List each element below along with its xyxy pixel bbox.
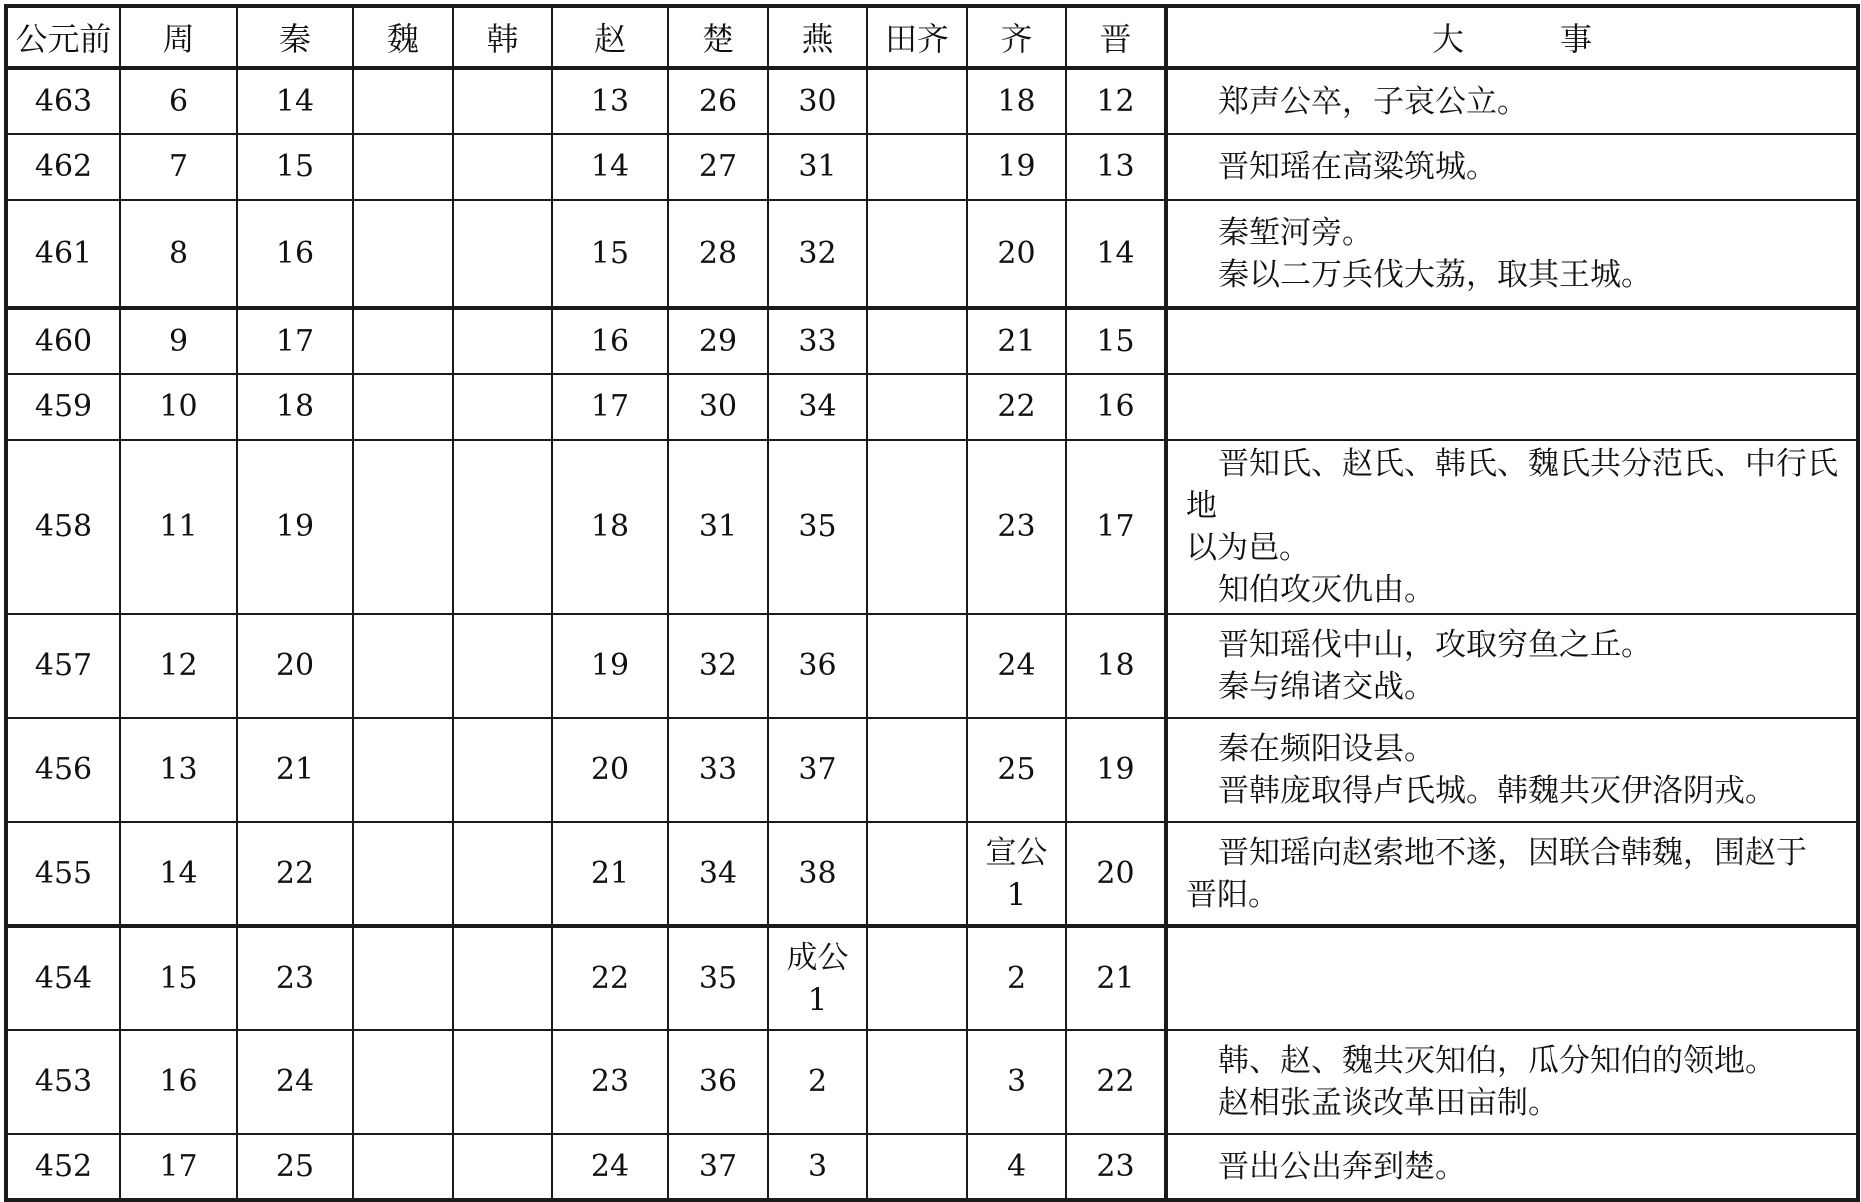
cell-yan: 35 bbox=[768, 440, 867, 614]
cell-zhao: 15 bbox=[552, 200, 668, 308]
event-line: 晋出公出奔到楚。 bbox=[1218, 1148, 1466, 1185]
table-row bbox=[6, 200, 1858, 308]
cell-yan: 36 bbox=[768, 614, 867, 718]
cell-zhao: 16 bbox=[552, 308, 668, 374]
cell-events bbox=[1166, 308, 1858, 374]
cell-qin: 24 bbox=[237, 1030, 353, 1134]
cell-han bbox=[453, 440, 552, 614]
cell-zhao: 23 bbox=[552, 1030, 668, 1134]
header-events: 大 事 bbox=[1166, 6, 1858, 68]
cell-zhou: 15 bbox=[120, 926, 237, 1030]
cell-events bbox=[1166, 822, 1858, 926]
table-body bbox=[6, 68, 1858, 1200]
cell-events bbox=[1166, 1134, 1858, 1200]
table-row bbox=[6, 1030, 1858, 1134]
event-line: 以为邑。 bbox=[1186, 530, 1310, 566]
cell-chu: 32 bbox=[668, 614, 768, 718]
cell-chu: 29 bbox=[668, 308, 768, 374]
cell-zhao: 19 bbox=[552, 614, 668, 718]
cell-yan: 31 bbox=[768, 134, 867, 200]
cell-year: 452 bbox=[6, 1134, 120, 1200]
cell-wei bbox=[353, 134, 453, 200]
event-line: 郑声公卒，子哀公立。 bbox=[1218, 83, 1528, 120]
cell-wei bbox=[353, 1134, 453, 1200]
cell-yan: 33 bbox=[768, 308, 867, 374]
cell-qin: 17 bbox=[237, 308, 353, 374]
table-row bbox=[6, 614, 1858, 718]
cell-yan: 30 bbox=[768, 68, 867, 134]
header-zhao: 赵 bbox=[552, 6, 668, 68]
cell-wei bbox=[353, 1030, 453, 1134]
cell-events bbox=[1166, 614, 1858, 718]
cell-zhou: 7 bbox=[120, 134, 237, 200]
table-row bbox=[6, 1134, 1858, 1200]
cell-jin: 17 bbox=[1066, 440, 1166, 614]
cell-jin: 22 bbox=[1066, 1030, 1166, 1134]
cell-han bbox=[453, 134, 552, 200]
header-year: 公元前 bbox=[6, 6, 120, 68]
cell-qin: 14 bbox=[237, 68, 353, 134]
cell-chu: 31 bbox=[668, 440, 768, 614]
header-tianqi: 田齐 bbox=[867, 6, 967, 68]
cell-year: 457 bbox=[6, 614, 120, 718]
table-row bbox=[6, 374, 1858, 440]
event-line: 赵相张孟谈改革田亩制。 bbox=[1218, 1085, 1559, 1121]
cell-year: 455 bbox=[6, 822, 120, 926]
cell-zhao: 14 bbox=[552, 134, 668, 200]
cell-zhou: 17 bbox=[120, 1134, 237, 1200]
event-line: 秦在频阳设县。 bbox=[1218, 731, 1435, 767]
header-chu: 楚 bbox=[668, 6, 768, 68]
cell-qin: 23 bbox=[237, 926, 353, 1030]
cell-qin: 22 bbox=[237, 822, 353, 926]
event-line: 秦与绵诸交战。 bbox=[1218, 669, 1435, 705]
event-line: 韩、赵、魏共灭知伯，瓜分知伯的领地。 bbox=[1218, 1043, 1776, 1079]
cell-tianqi bbox=[867, 1134, 967, 1200]
cell-qin: 15 bbox=[237, 134, 353, 200]
cell-qi: 19 bbox=[967, 134, 1066, 200]
cell-han bbox=[453, 68, 552, 134]
table-row bbox=[6, 308, 1858, 374]
cell-events bbox=[1166, 440, 1858, 614]
cell-qi: 22 bbox=[967, 374, 1066, 440]
cell-zhao: 18 bbox=[552, 440, 668, 614]
cell-year: 461 bbox=[6, 200, 120, 308]
cell-zhou: 14 bbox=[120, 822, 237, 926]
cell-tianqi bbox=[867, 200, 967, 308]
cell-qin: 21 bbox=[237, 718, 353, 822]
cell-events bbox=[1166, 1030, 1858, 1134]
header-yan: 燕 bbox=[768, 6, 867, 68]
cell-tianqi bbox=[867, 68, 967, 134]
cell-year: 456 bbox=[6, 718, 120, 822]
cell-qin: 18 bbox=[237, 374, 353, 440]
reign-name: 宣公 bbox=[985, 834, 1048, 871]
cell-tianqi bbox=[867, 308, 967, 374]
cell-zhou: 11 bbox=[120, 440, 237, 614]
cell-jin: 18 bbox=[1066, 614, 1166, 718]
cell-yan: 32 bbox=[768, 200, 867, 308]
cell-chu: 37 bbox=[668, 1134, 768, 1200]
header-row bbox=[6, 6, 1858, 68]
cell-han bbox=[453, 718, 552, 822]
cell-jin: 13 bbox=[1066, 134, 1166, 200]
cell-yan: 2 bbox=[768, 1030, 867, 1134]
cell-han bbox=[453, 1030, 552, 1134]
table-row bbox=[6, 926, 1858, 1030]
cell-chu: 28 bbox=[668, 200, 768, 308]
cell-year: 458 bbox=[6, 440, 120, 614]
cell-yan: 34 bbox=[768, 374, 867, 440]
cell-han bbox=[453, 614, 552, 718]
cell-jin: 12 bbox=[1066, 68, 1166, 134]
cell-chu: 35 bbox=[668, 926, 768, 1030]
cell-chu: 36 bbox=[668, 1030, 768, 1134]
event-line: 晋知瑶向赵索地不遂，因联合韩魏，围赵于 bbox=[1218, 834, 1807, 871]
cell-zhao: 17 bbox=[552, 374, 668, 440]
reign-year: 1 bbox=[807, 981, 828, 1018]
cell-qi: 3 bbox=[967, 1030, 1066, 1134]
cell-wei bbox=[353, 822, 453, 926]
cell-zhou: 10 bbox=[120, 374, 237, 440]
cell-zhao: 20 bbox=[552, 718, 668, 822]
cell-qi: 2 bbox=[967, 926, 1066, 1030]
cell-qi: 21 bbox=[967, 308, 1066, 374]
cell-han bbox=[453, 926, 552, 1030]
cell-wei bbox=[353, 718, 453, 822]
header-qin: 秦 bbox=[237, 6, 353, 68]
cell-year: 460 bbox=[6, 308, 120, 374]
cell-qin: 20 bbox=[237, 614, 353, 718]
cell-zhao: 22 bbox=[552, 926, 668, 1030]
event-line: 秦以二万兵伐大荔，取其王城。 bbox=[1218, 256, 1652, 293]
cell-yan: 37 bbox=[768, 718, 867, 822]
event-line: 晋知氏、赵氏、韩氏、魏氏共分范氏、中行氏地 bbox=[1186, 446, 1838, 524]
cell-qi: 4 bbox=[967, 1134, 1066, 1200]
event-line: 晋韩庞取得卢氏城。韩魏共灭伊洛阴戎。 bbox=[1218, 773, 1776, 809]
cell-tianqi bbox=[867, 1030, 967, 1134]
table-row bbox=[6, 440, 1858, 614]
table-row bbox=[6, 718, 1858, 822]
table-row bbox=[6, 134, 1858, 200]
cell-chu: 33 bbox=[668, 718, 768, 822]
header-qi: 齐 bbox=[967, 6, 1066, 68]
cell-wei bbox=[353, 308, 453, 374]
table-row bbox=[6, 822, 1858, 926]
cell-events bbox=[1166, 374, 1858, 440]
cell-qi: 18 bbox=[967, 68, 1066, 134]
cell-events bbox=[1166, 200, 1858, 308]
cell-zhao: 21 bbox=[552, 822, 668, 926]
reign-year: 1 bbox=[1006, 876, 1027, 913]
cell-year: 459 bbox=[6, 374, 120, 440]
cell-zhou: 16 bbox=[120, 1030, 237, 1134]
cell-year: 453 bbox=[6, 1030, 120, 1134]
cell-qin: 16 bbox=[237, 200, 353, 308]
cell-zhou: 13 bbox=[120, 718, 237, 822]
cell-qi: 25 bbox=[967, 718, 1066, 822]
cell-tianqi bbox=[867, 614, 967, 718]
cell-chu: 30 bbox=[668, 374, 768, 440]
cell-zhou: 9 bbox=[120, 308, 237, 374]
cell-han bbox=[453, 1134, 552, 1200]
cell-zhao: 24 bbox=[552, 1134, 668, 1200]
cell-events bbox=[1166, 134, 1858, 200]
cell-tianqi bbox=[867, 718, 967, 822]
cell-qi: 20 bbox=[967, 200, 1066, 308]
chronology-table bbox=[4, 4, 1860, 1202]
cell-events bbox=[1166, 68, 1858, 134]
cell-zhao: 13 bbox=[552, 68, 668, 134]
cell-year: 462 bbox=[6, 134, 120, 200]
cell-han bbox=[453, 822, 552, 926]
cell-year: 454 bbox=[6, 926, 120, 1030]
cell-yan: 38 bbox=[768, 822, 867, 926]
cell-yan: 3 bbox=[768, 1134, 867, 1200]
cell-jin: 20 bbox=[1066, 822, 1166, 926]
cell-jin: 16 bbox=[1066, 374, 1166, 440]
table-row bbox=[6, 68, 1858, 134]
header-jin: 晋 bbox=[1066, 6, 1166, 68]
event-line: 晋阳。 bbox=[1186, 876, 1279, 913]
cell-jin: 14 bbox=[1066, 200, 1166, 308]
cell-tianqi bbox=[867, 440, 967, 614]
cell-zhou: 8 bbox=[120, 200, 237, 308]
cell-chu: 34 bbox=[668, 822, 768, 926]
cell-qin: 25 bbox=[237, 1134, 353, 1200]
cell-han bbox=[453, 200, 552, 308]
cell-wei bbox=[353, 614, 453, 718]
header-zhou: 周 bbox=[120, 6, 237, 68]
cell-wei bbox=[353, 200, 453, 308]
cell-qi: 23 bbox=[967, 440, 1066, 614]
cell-tianqi bbox=[867, 822, 967, 926]
cell-qi: 24 bbox=[967, 614, 1066, 718]
cell-zhou: 12 bbox=[120, 614, 237, 718]
event-line: 晋知瑶伐中山，攻取穷鱼之丘。 bbox=[1218, 627, 1652, 663]
cell-wei bbox=[353, 68, 453, 134]
cell-jin: 19 bbox=[1066, 718, 1166, 822]
header-wei: 魏 bbox=[353, 6, 453, 68]
cell-zhou: 6 bbox=[120, 68, 237, 134]
event-line: 秦堑河旁。 bbox=[1218, 214, 1373, 251]
cell-events bbox=[1166, 926, 1858, 1030]
cell-han bbox=[453, 308, 552, 374]
cell-wei bbox=[353, 926, 453, 1030]
event-line: 晋知瑶在高粱筑城。 bbox=[1218, 149, 1497, 185]
cell-tianqi bbox=[867, 134, 967, 200]
cell-wei bbox=[353, 440, 453, 614]
cell-tianqi bbox=[867, 374, 967, 440]
cell-jin: 15 bbox=[1066, 308, 1166, 374]
cell-qin: 19 bbox=[237, 440, 353, 614]
cell-wei bbox=[353, 374, 453, 440]
cell-jin: 21 bbox=[1066, 926, 1166, 1030]
cell-chu: 27 bbox=[668, 134, 768, 200]
reign-name: 成公 bbox=[786, 939, 849, 976]
cell-events bbox=[1166, 718, 1858, 822]
event-line: 知伯攻灭仇由。 bbox=[1218, 572, 1435, 608]
cell-jin: 23 bbox=[1066, 1134, 1166, 1200]
cell-qi bbox=[967, 822, 1066, 926]
cell-han bbox=[453, 374, 552, 440]
cell-chu: 26 bbox=[668, 68, 768, 134]
cell-tianqi bbox=[867, 926, 967, 1030]
header-han: 韩 bbox=[453, 6, 552, 68]
cell-year: 463 bbox=[6, 68, 120, 134]
cell-yan bbox=[768, 926, 867, 1030]
